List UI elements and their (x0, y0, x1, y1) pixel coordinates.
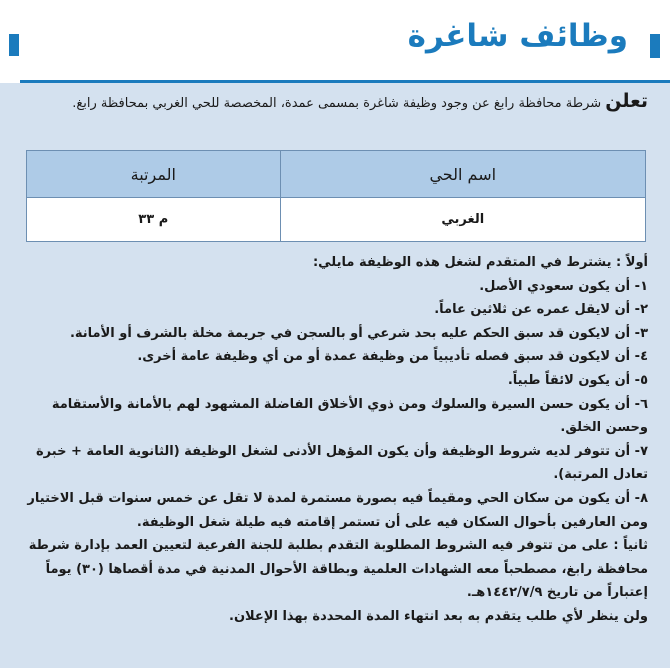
intro-paragraph (24, 89, 648, 116)
table-row (27, 198, 646, 242)
condition-item: ٧- أن تتوفر لديه شروط الوظيفة وأن يكون المؤهل الأدنى لشغل الوظيفة (الثانوية العامة + خبرة تعادل المرتبة). (36, 443, 648, 483)
table-cell-rank: م ٣٣ (27, 198, 281, 242)
condition-item: ١- أن يكون سعودي الأصل. (479, 278, 648, 294)
table-header-district: اسم الحي (280, 151, 645, 198)
intro-lead-word: تعلن (605, 90, 648, 112)
submission-instructions: ثانياً : على من تتوفر فيه الشروط المطلوبة التقدم بطلبة للجنة الفرعية لتعيين العمد بإدارة شرطة محافظة رابغ، مصطحباً معه الشهادات العلمية وبطاقة الأحوال المدنية في مدة أقصاها (٣٠) يوماً إعتباراً من تاريخ ١٤٤٢/٧/٩هـ. (28, 538, 648, 601)
accent-bar-right (650, 34, 660, 58)
condition-item: ٥- أن يكون لائقاً طبياً. (507, 372, 648, 388)
intro-text: شرطة محافظة رابغ عن وجود وظيفة شاغرة بمسمى عمدة، المخصصة للحي الغربي بمحافظة رابغ. (72, 96, 606, 111)
table-header-row (27, 151, 646, 198)
table-cell-district: الغربي (280, 198, 645, 242)
header-bar (0, 0, 670, 82)
table-header-rank: المرتبة (27, 151, 281, 198)
closing-note: ولن ينظر لأي طلب يتقدم به بعد انتهاء المدة المحددة بهذا الإعلان. (229, 608, 648, 624)
accent-bar-left (9, 34, 19, 56)
condition-item: ٦- أن يكون حسن السيرة والسلوك ومن ذوي الأخلاق الفاضلة المشهود لهم بالأمانة والأستقامة وحسن الخلق. (51, 396, 648, 436)
announcement-panel (0, 83, 670, 668)
condition-item: ٤- أن لايكون قد سبق فصله تأديبياً من وظيفة عمدة أو من أي وظيفة عامة أخرى. (137, 349, 648, 365)
condition-item: ٨- أن يكون من سكان الحي ومقيماً فيه بصورة مستمرة لمدة لا تقل عن خمس سنوات قبل الاختيار ومن العارفين بأحوال السكان فيه على أن تستمر إقامته فيه طيلة شغل الوظيفة. (27, 490, 648, 530)
condition-item: ٣- أن لايكون قد سبق الحكم عليه بحد شرعي أو بالسجن في جريمة مخلة بالشرف أو الأمانة. (69, 325, 648, 341)
condition-item: ٢- أن لايقل عمره عن ثلاثين عاماً. (434, 302, 648, 318)
rank-table (26, 150, 646, 242)
conditions-section (24, 251, 648, 629)
page-title: وظائف شاغرة (407, 18, 628, 54)
conditions-heading: أولاً : يشترط في المتقدم لشغل هذه الوظيفة مايلي: (312, 255, 648, 270)
